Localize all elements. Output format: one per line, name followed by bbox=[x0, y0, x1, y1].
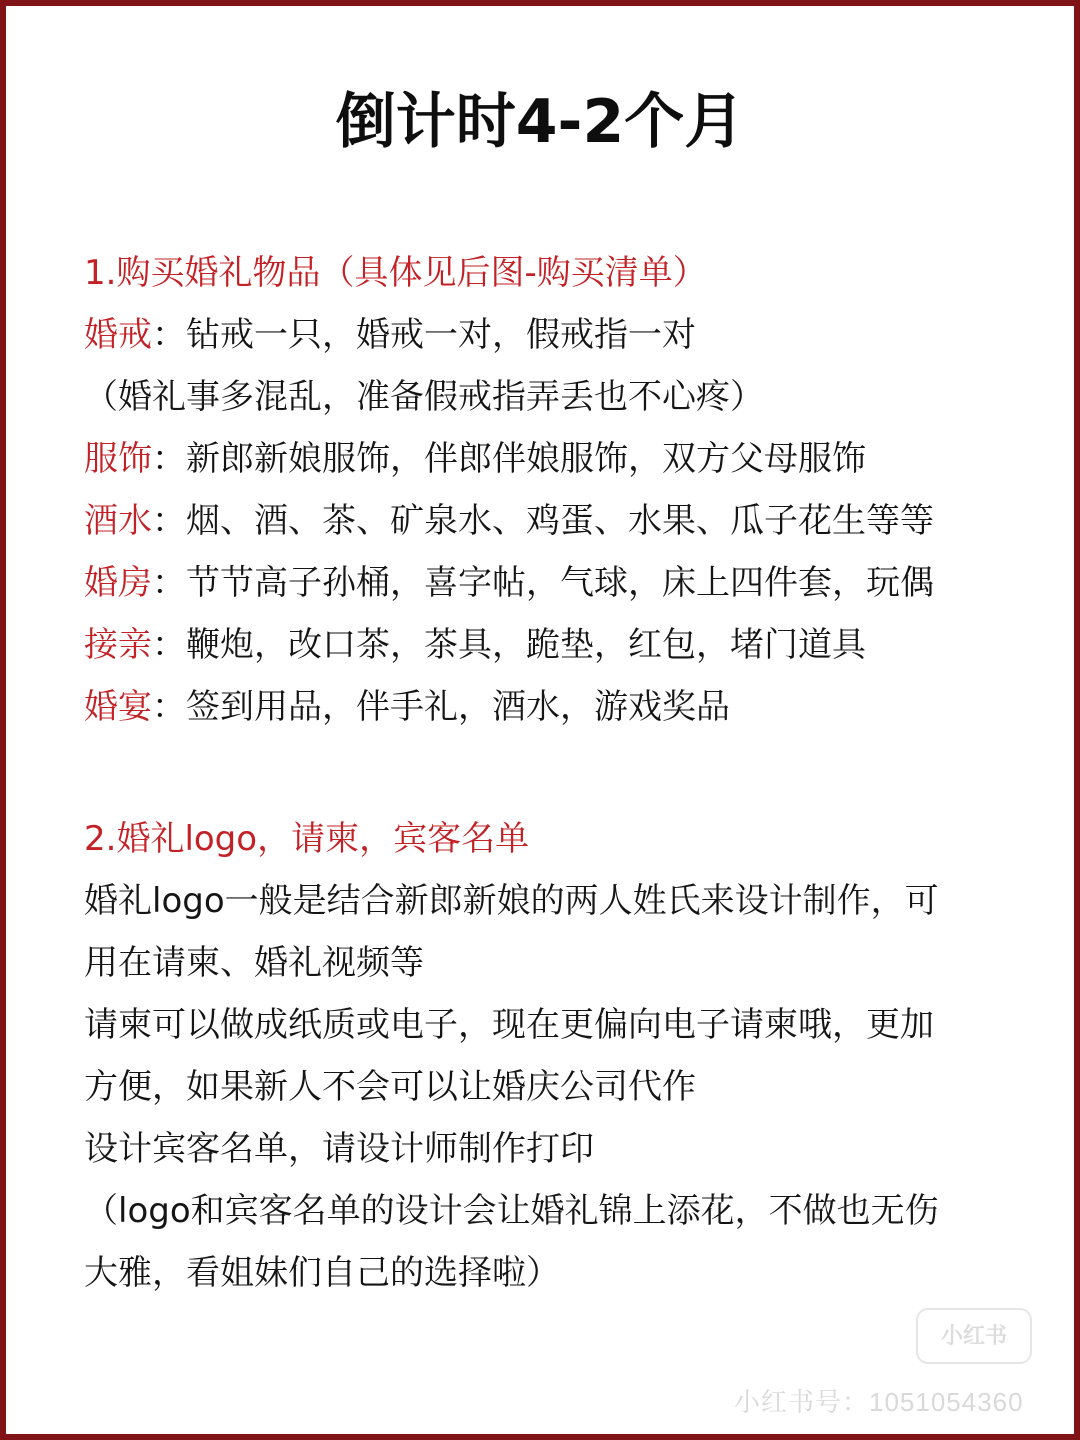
item-row-rings bbox=[84, 304, 1004, 366]
item-separator: ： bbox=[152, 315, 186, 355]
paragraph-line: 设计宾客名单，请设计师制作打印 bbox=[84, 1129, 594, 1169]
item-text: （婚礼事多混乱，准备假戒指弄丢也不心疼） bbox=[84, 377, 764, 417]
item-separator: ： bbox=[152, 625, 186, 665]
watermark-id: 小红书号：1051054360 bbox=[734, 1387, 1024, 1417]
paragraph-line: 请柬可以做成纸质或电子，现在更偏向电子请柬哦，更加 bbox=[84, 1005, 934, 1045]
item-separator: ： bbox=[152, 563, 186, 603]
paragraph-line: 大雅，看姐妹们自己的选择啦） bbox=[84, 1253, 560, 1293]
item-text: 烟、酒、茶、矿泉水、鸡蛋、水果、瓜子花生等等 bbox=[186, 501, 934, 541]
item-row-drinks bbox=[84, 490, 1004, 552]
item-label: 婚戒 bbox=[84, 315, 152, 355]
item-text: 签到用品，伴手礼，酒水，游戏奖品 bbox=[186, 687, 730, 727]
item-text: 新郎新娘服饰，伴郎伴娘服饰，双方父母服饰 bbox=[186, 439, 866, 479]
item-row-bridal-room bbox=[84, 552, 1004, 614]
item-row-banquet bbox=[84, 676, 1004, 738]
page-title: 倒计时4-2个月 bbox=[335, 87, 745, 157]
item-separator: ： bbox=[152, 687, 186, 727]
item-row-clothing bbox=[84, 428, 1004, 490]
item-row-rings-note bbox=[84, 366, 1004, 428]
item-label: 婚宴 bbox=[84, 687, 152, 727]
item-label: 接亲 bbox=[84, 625, 152, 665]
item-text: 节节高子孙桶，喜字帖，气球，床上四件套，玩偶 bbox=[186, 563, 934, 603]
paragraph-line: 婚礼logo一般是结合新郎新娘的两人姓氏来设计制作，可 bbox=[84, 881, 939, 921]
paragraph-line: 方便，如果新人不会可以让婚庆公司代作 bbox=[84, 1067, 696, 1107]
watermark-logo: 小红书 bbox=[916, 1308, 1032, 1364]
item-label: 酒水 bbox=[84, 501, 152, 541]
item-label: 服饰 bbox=[84, 439, 152, 479]
item-separator: ： bbox=[152, 501, 186, 541]
item-label: 婚房 bbox=[84, 563, 152, 603]
section-logo-invitations bbox=[84, 808, 1004, 1304]
item-text: 鞭炮，改口茶，茶具，跪垫，红包，堵门道具 bbox=[186, 625, 866, 665]
section-heading-logo: 2.婚礼logo，请柬，宾客名单 bbox=[84, 819, 530, 859]
item-text: 钻戒一只，婚戒一对，假戒指一对 bbox=[186, 315, 696, 355]
section-purchase-items bbox=[84, 242, 1004, 738]
item-row-pickup bbox=[84, 614, 1004, 676]
section-heading-purchase: 1.购买婚礼物品（具体见后图-购买清单） bbox=[84, 253, 707, 293]
paragraph-line: （logo和宾客名单的设计会让婚礼锦上添花，不做也无伤 bbox=[84, 1191, 939, 1231]
paragraph-line: 用在请柬、婚礼视频等 bbox=[84, 943, 424, 983]
item-separator: ： bbox=[152, 439, 186, 479]
